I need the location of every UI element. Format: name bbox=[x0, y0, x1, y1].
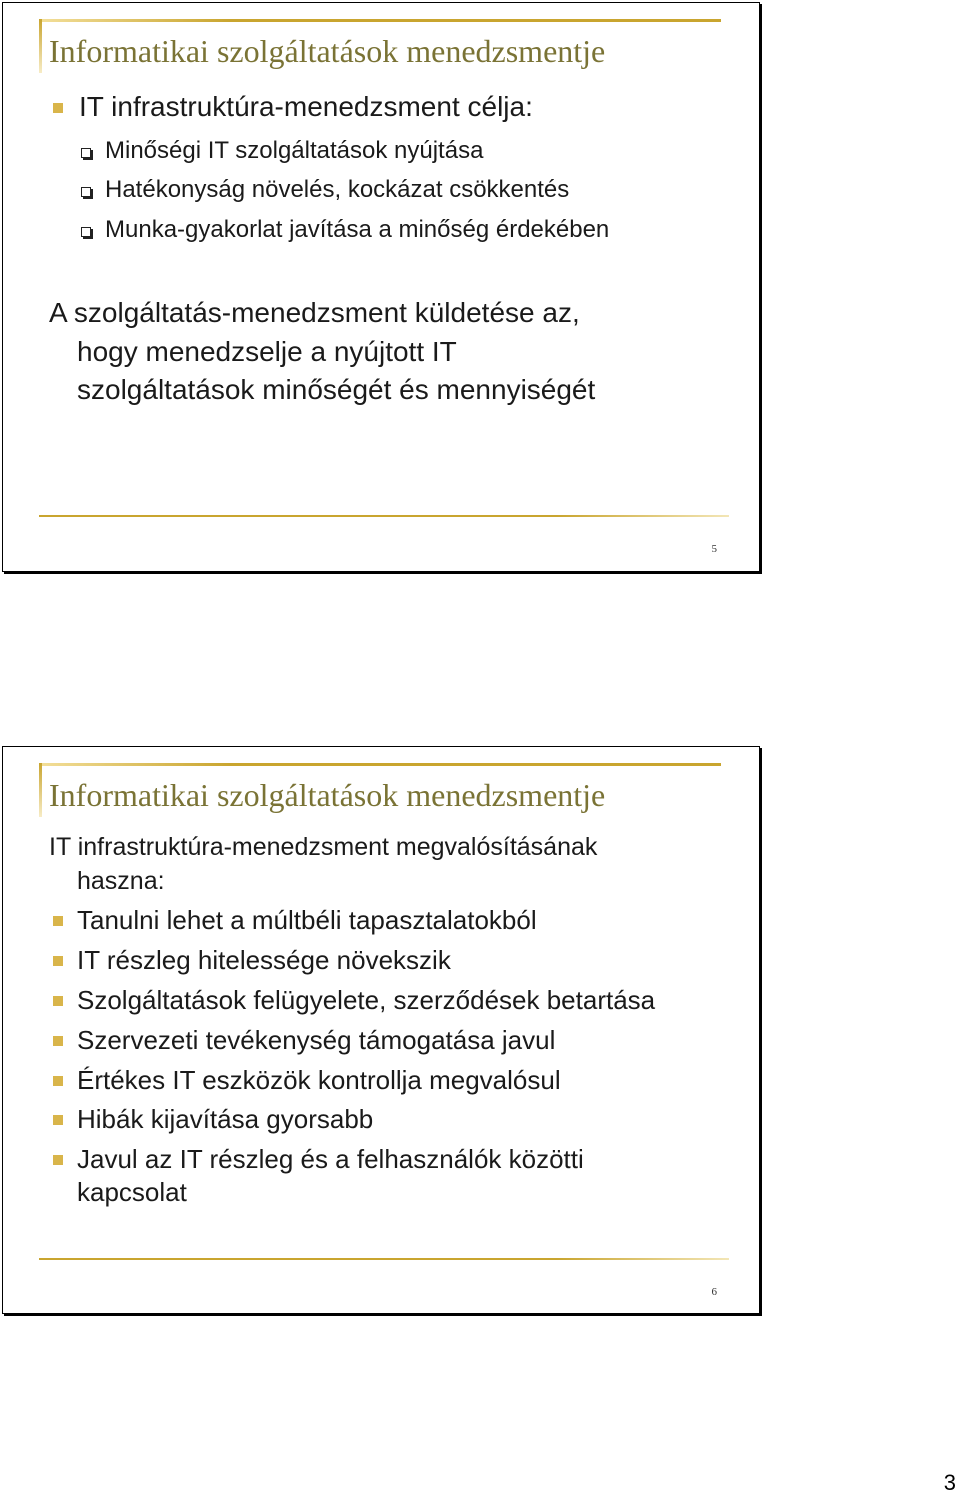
square-bullet-icon bbox=[53, 996, 63, 1006]
checkbox-bullet-icon bbox=[81, 187, 91, 197]
slide-5 bbox=[2, 2, 760, 572]
top-rule bbox=[39, 19, 721, 22]
list-item: IT részleg hitelessége növekszik bbox=[77, 945, 451, 975]
square-bullet-icon bbox=[53, 916, 63, 926]
mission-line: A szolgáltatás-menedzsment küldetése az, bbox=[49, 297, 580, 328]
square-bullet-icon bbox=[53, 1155, 63, 1165]
top-rule bbox=[39, 763, 721, 766]
square-bullet-icon bbox=[53, 1076, 63, 1086]
list-item: Munka-gyakorlat javítása a minőség érdekében bbox=[105, 216, 610, 243]
slide-title: Informatikai szolgáltatások menedzsmentje bbox=[49, 777, 606, 813]
intro-line: haszna: bbox=[77, 867, 165, 895]
intro-line: IT infrastruktúra-menedzsment megvalósításának bbox=[49, 833, 598, 861]
list-item: Hibák kijavítása gyorsabb bbox=[77, 1104, 374, 1134]
square-bullet-icon bbox=[53, 103, 63, 113]
list-item-continuation: kapcsolat bbox=[77, 1177, 187, 1207]
list-item: Szervezeti tevékenység támogatása javul bbox=[77, 1025, 556, 1055]
bottom-rule bbox=[39, 1258, 729, 1260]
list-item: Minőségi IT szolgáltatások nyújtása bbox=[105, 137, 484, 164]
list-item: Tanulni lehet a múltbéli tapasztalatokból bbox=[77, 905, 537, 935]
square-bullet-icon bbox=[53, 956, 63, 966]
slide-title: Informatikai szolgáltatások menedzsmentje bbox=[49, 33, 606, 69]
checkbox-bullet-icon bbox=[81, 227, 91, 237]
slide-page-number: 5 bbox=[711, 543, 717, 555]
list-item: Javul az IT részleg és a felhasználók közötti bbox=[77, 1144, 584, 1174]
slide-6 bbox=[2, 746, 760, 1314]
list-item: Értékes IT eszközök kontrollja megvalósul bbox=[77, 1065, 561, 1095]
square-bullet-icon bbox=[53, 1036, 63, 1046]
heading: IT infrastruktúra-menedzsment célja: bbox=[79, 91, 533, 122]
mission-line: szolgáltatások minőségét és mennyiségét bbox=[77, 374, 596, 405]
bottom-rule bbox=[39, 515, 729, 517]
mission-line: hogy menedzselje a nyújtott IT bbox=[77, 336, 457, 367]
list-item: Hatékonyság növelés, kockázat csökkentés bbox=[105, 176, 570, 203]
list-item: Szolgáltatások felügyelete, szerződések betartása bbox=[77, 985, 656, 1015]
slide-page-number: 6 bbox=[711, 1286, 717, 1298]
checkbox-bullet-icon bbox=[81, 148, 91, 158]
square-bullet-icon bbox=[53, 1115, 63, 1125]
document-page-number: 3 bbox=[943, 1470, 956, 1495]
